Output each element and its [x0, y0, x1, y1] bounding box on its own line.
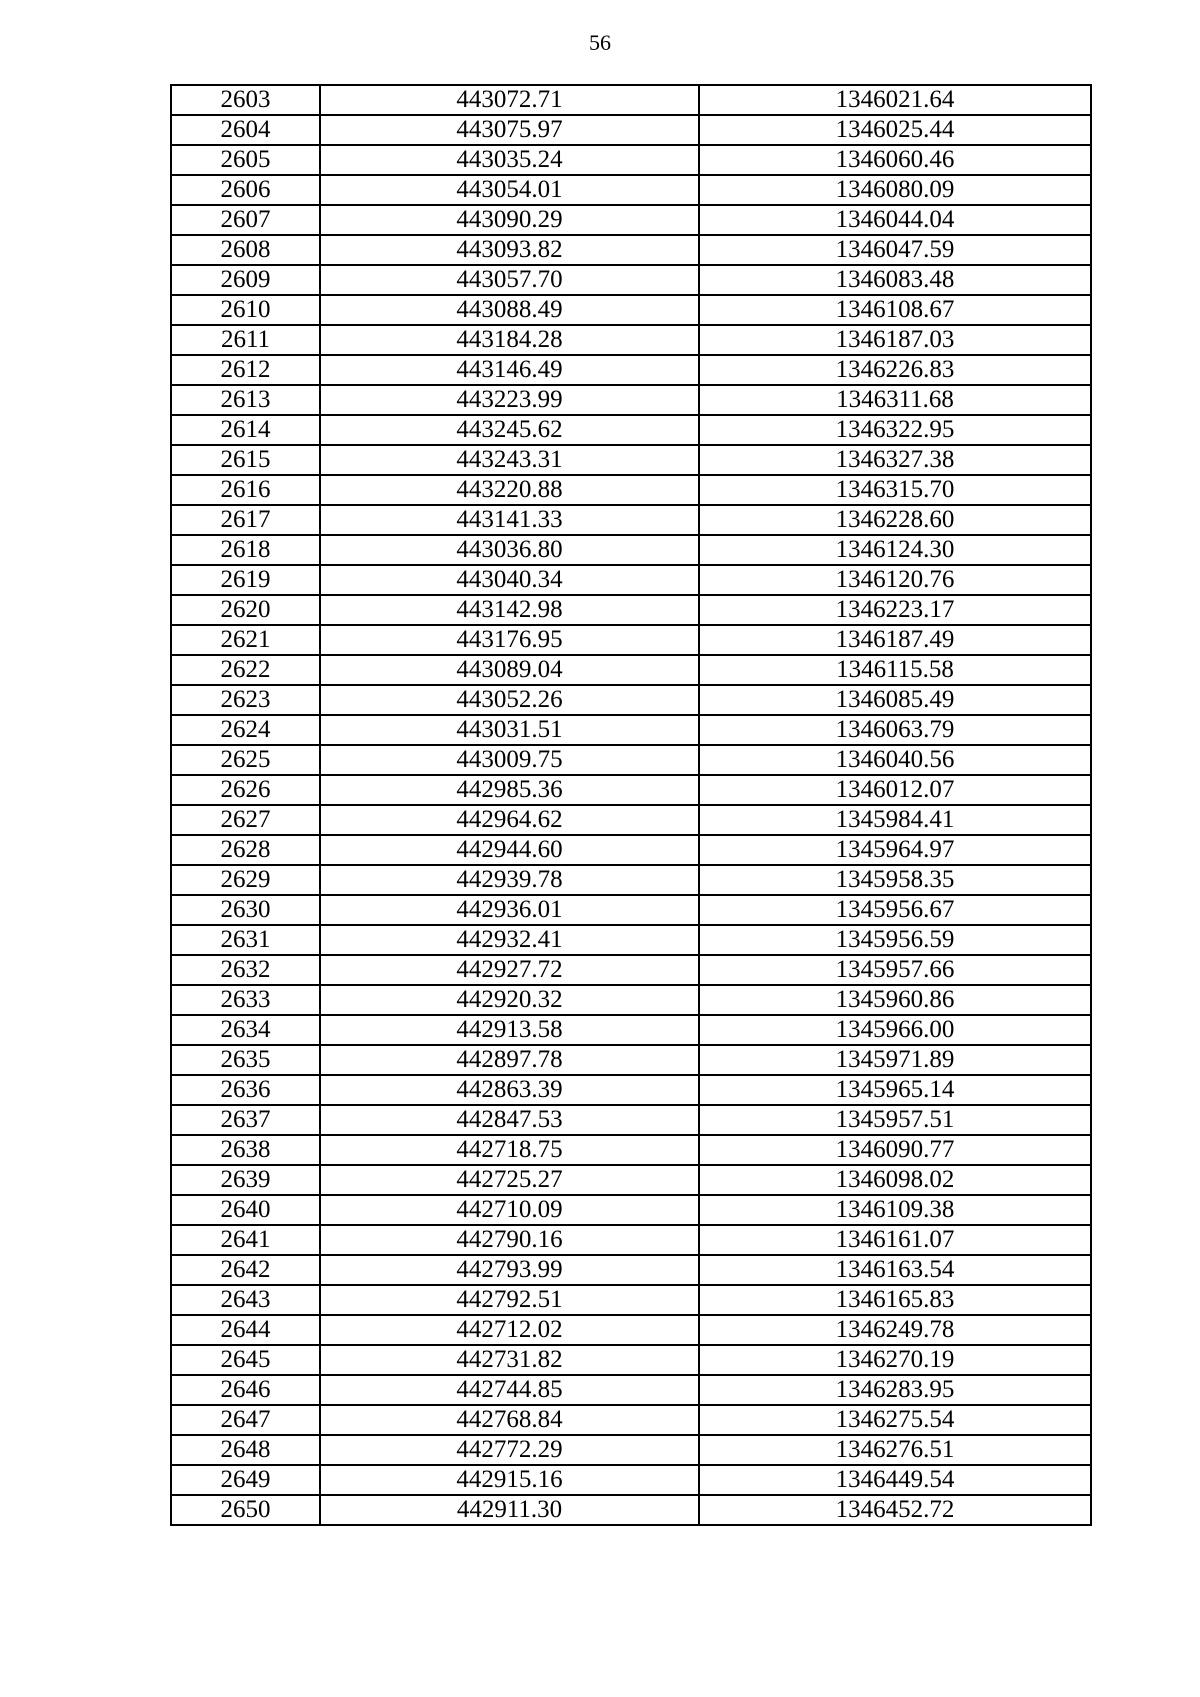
x-coordinate-cell: 443223.99: [320, 385, 699, 415]
x-coordinate-cell: 443075.97: [320, 115, 699, 145]
point-number-cell: 2645: [171, 1345, 320, 1375]
y-coordinate-cell: 1346228.60: [699, 505, 1091, 535]
table-row: [171, 85, 1091, 115]
point-number-cell: 2616: [171, 475, 320, 505]
table-row: [171, 1045, 1091, 1075]
table-row: [171, 685, 1091, 715]
x-coordinate-cell: 443093.82: [320, 235, 699, 265]
y-coordinate-cell: 1346080.09: [699, 175, 1091, 205]
y-coordinate-cell: 1346283.95: [699, 1375, 1091, 1405]
y-coordinate-cell: 1346012.07: [699, 775, 1091, 805]
x-coordinate-cell: 442847.53: [320, 1105, 699, 1135]
y-coordinate-cell: 1346085.49: [699, 685, 1091, 715]
x-coordinate-cell: 443054.01: [320, 175, 699, 205]
table-row: [171, 535, 1091, 565]
y-coordinate-cell: 1346025.44: [699, 115, 1091, 145]
x-coordinate-cell: 443142.98: [320, 595, 699, 625]
y-coordinate-cell: 1346040.56: [699, 745, 1091, 775]
x-coordinate-cell: 442768.84: [320, 1405, 699, 1435]
y-coordinate-cell: 1346452.72: [699, 1495, 1091, 1525]
y-coordinate-cell: 1346044.04: [699, 205, 1091, 235]
table-row: [171, 1465, 1091, 1495]
x-coordinate-cell: 443146.49: [320, 355, 699, 385]
point-number-cell: 2608: [171, 235, 320, 265]
table-row: [171, 1195, 1091, 1225]
point-number-cell: 2650: [171, 1495, 320, 1525]
point-number-cell: 2640: [171, 1195, 320, 1225]
point-number-cell: 2618: [171, 535, 320, 565]
y-coordinate-cell: 1345957.66: [699, 955, 1091, 985]
y-coordinate-cell: 1346165.83: [699, 1285, 1091, 1315]
point-number-cell: 2631: [171, 925, 320, 955]
y-coordinate-cell: 1346187.03: [699, 325, 1091, 355]
x-coordinate-cell: 442710.09: [320, 1195, 699, 1225]
table-row: [171, 985, 1091, 1015]
point-number-cell: 2624: [171, 715, 320, 745]
point-number-cell: 2625: [171, 745, 320, 775]
point-number-cell: 2644: [171, 1315, 320, 1345]
table-row: [171, 355, 1091, 385]
y-coordinate-cell: 1345958.35: [699, 865, 1091, 895]
x-coordinate-cell: 443089.04: [320, 655, 699, 685]
y-coordinate-cell: 1346120.76: [699, 565, 1091, 595]
table-row: [171, 325, 1091, 355]
table-row: [171, 745, 1091, 775]
point-number-cell: 2632: [171, 955, 320, 985]
point-number-cell: 2647: [171, 1405, 320, 1435]
x-coordinate-cell: 443031.51: [320, 715, 699, 745]
point-number-cell: 2622: [171, 655, 320, 685]
point-number-cell: 2649: [171, 1465, 320, 1495]
y-coordinate-cell: 1346322.95: [699, 415, 1091, 445]
y-coordinate-cell: 1345964.97: [699, 835, 1091, 865]
y-coordinate-cell: 1346098.02: [699, 1165, 1091, 1195]
table-row: [171, 1435, 1091, 1465]
y-coordinate-cell: 1346109.38: [699, 1195, 1091, 1225]
x-coordinate-cell: 442964.62: [320, 805, 699, 835]
y-coordinate-cell: 1346021.64: [699, 85, 1091, 115]
table-row: [171, 1075, 1091, 1105]
point-number-cell: 2623: [171, 685, 320, 715]
x-coordinate-cell: 443176.95: [320, 625, 699, 655]
table-row: [171, 145, 1091, 175]
y-coordinate-cell: 1346249.78: [699, 1315, 1091, 1345]
point-number-cell: 2605: [171, 145, 320, 175]
y-coordinate-cell: 1346270.19: [699, 1345, 1091, 1375]
x-coordinate-cell: 442731.82: [320, 1345, 699, 1375]
table-row: [171, 1135, 1091, 1165]
x-coordinate-cell: 443072.71: [320, 85, 699, 115]
point-number-cell: 2627: [171, 805, 320, 835]
y-coordinate-cell: 1346449.54: [699, 1465, 1091, 1495]
x-coordinate-cell: 443090.29: [320, 205, 699, 235]
y-coordinate-cell: 1345956.67: [699, 895, 1091, 925]
x-coordinate-cell: 443245.62: [320, 415, 699, 445]
point-number-cell: 2604: [171, 115, 320, 145]
y-coordinate-cell: 1346275.54: [699, 1405, 1091, 1435]
table-row: [171, 1315, 1091, 1345]
point-number-cell: 2606: [171, 175, 320, 205]
table-row: [171, 595, 1091, 625]
x-coordinate-cell: 442920.32: [320, 985, 699, 1015]
point-number-cell: 2636: [171, 1075, 320, 1105]
table-row: [171, 295, 1091, 325]
x-coordinate-cell: 442712.02: [320, 1315, 699, 1345]
x-coordinate-cell: 443035.24: [320, 145, 699, 175]
x-coordinate-cell: 442911.30: [320, 1495, 699, 1525]
table-row: [171, 1285, 1091, 1315]
x-coordinate-cell: 442718.75: [320, 1135, 699, 1165]
x-coordinate-cell: 443009.75: [320, 745, 699, 775]
y-coordinate-cell: 1346108.67: [699, 295, 1091, 325]
point-number-cell: 2648: [171, 1435, 320, 1465]
table-row: [171, 925, 1091, 955]
x-coordinate-cell: 442897.78: [320, 1045, 699, 1075]
table-row: [171, 445, 1091, 475]
point-number-cell: 2628: [171, 835, 320, 865]
table-row: [171, 235, 1091, 265]
x-coordinate-cell: 443243.31: [320, 445, 699, 475]
table-row: [171, 895, 1091, 925]
y-coordinate-cell: 1346090.77: [699, 1135, 1091, 1165]
x-coordinate-cell: 443040.34: [320, 565, 699, 595]
x-coordinate-cell: 442915.16: [320, 1465, 699, 1495]
table-row: [171, 715, 1091, 745]
x-coordinate-cell: 442927.72: [320, 955, 699, 985]
y-coordinate-cell: 1346187.49: [699, 625, 1091, 655]
y-coordinate-cell: 1346223.17: [699, 595, 1091, 625]
page-number: 56: [589, 30, 611, 55]
table-row: [171, 415, 1091, 445]
coordinates-table: [170, 84, 1092, 1526]
y-coordinate-cell: 1346047.59: [699, 235, 1091, 265]
table-row: [171, 1015, 1091, 1045]
x-coordinate-cell: 442913.58: [320, 1015, 699, 1045]
y-coordinate-cell: 1345965.14: [699, 1075, 1091, 1105]
x-coordinate-cell: 442863.39: [320, 1075, 699, 1105]
point-number-cell: 2629: [171, 865, 320, 895]
table-row: [171, 205, 1091, 235]
table-row: [171, 475, 1091, 505]
point-number-cell: 2635: [171, 1045, 320, 1075]
table-row: [171, 1165, 1091, 1195]
x-coordinate-cell: 442792.51: [320, 1285, 699, 1315]
y-coordinate-cell: 1345956.59: [699, 925, 1091, 955]
point-number-cell: 2643: [171, 1285, 320, 1315]
x-coordinate-cell: 443036.80: [320, 535, 699, 565]
table-row: [171, 1225, 1091, 1255]
table-row: [171, 1105, 1091, 1135]
point-number-cell: 2642: [171, 1255, 320, 1285]
point-number-cell: 2610: [171, 295, 320, 325]
x-coordinate-cell: 443184.28: [320, 325, 699, 355]
y-coordinate-cell: 1346226.83: [699, 355, 1091, 385]
y-coordinate-cell: 1346315.70: [699, 475, 1091, 505]
y-coordinate-cell: 1345957.51: [699, 1105, 1091, 1135]
table-row: [171, 1375, 1091, 1405]
point-number-cell: 2611: [171, 325, 320, 355]
table-row: [171, 1495, 1091, 1525]
y-coordinate-cell: 1346060.46: [699, 145, 1091, 175]
y-coordinate-cell: 1346063.79: [699, 715, 1091, 745]
point-number-cell: 2619: [171, 565, 320, 595]
point-number-cell: 2637: [171, 1105, 320, 1135]
point-number-cell: 2641: [171, 1225, 320, 1255]
table-row: [171, 1255, 1091, 1285]
point-number-cell: 2607: [171, 205, 320, 235]
y-coordinate-cell: 1346124.30: [699, 535, 1091, 565]
x-coordinate-cell: 443141.33: [320, 505, 699, 535]
table-row: [171, 1405, 1091, 1435]
table-row: [171, 865, 1091, 895]
table-row: [171, 775, 1091, 805]
x-coordinate-cell: 442772.29: [320, 1435, 699, 1465]
point-number-cell: 2609: [171, 265, 320, 295]
table-row: [171, 505, 1091, 535]
table-row: [171, 565, 1091, 595]
y-coordinate-cell: 1345984.41: [699, 805, 1091, 835]
table-row: [171, 115, 1091, 145]
point-number-cell: 2617: [171, 505, 320, 535]
point-number-cell: 2633: [171, 985, 320, 1015]
point-number-cell: 2638: [171, 1135, 320, 1165]
y-coordinate-cell: 1346276.51: [699, 1435, 1091, 1465]
y-coordinate-cell: 1346311.68: [699, 385, 1091, 415]
table-row: [171, 385, 1091, 415]
y-coordinate-cell: 1345966.00: [699, 1015, 1091, 1045]
point-number-cell: 2630: [171, 895, 320, 925]
x-coordinate-cell: 442985.36: [320, 775, 699, 805]
y-coordinate-cell: 1346327.38: [699, 445, 1091, 475]
table-row: [171, 655, 1091, 685]
table-row: [171, 265, 1091, 295]
coordinates-table-body: [171, 85, 1091, 1525]
y-coordinate-cell: 1346115.58: [699, 655, 1091, 685]
y-coordinate-cell: 1346163.54: [699, 1255, 1091, 1285]
x-coordinate-cell: 442944.60: [320, 835, 699, 865]
x-coordinate-cell: 443220.88: [320, 475, 699, 505]
y-coordinate-cell: 1345971.89: [699, 1045, 1091, 1075]
x-coordinate-cell: 442936.01: [320, 895, 699, 925]
point-number-cell: 2634: [171, 1015, 320, 1045]
point-number-cell: 2613: [171, 385, 320, 415]
point-number-cell: 2615: [171, 445, 320, 475]
table-row: [171, 175, 1091, 205]
point-number-cell: 2621: [171, 625, 320, 655]
x-coordinate-cell: 442790.16: [320, 1225, 699, 1255]
table-row: [171, 835, 1091, 865]
x-coordinate-cell: 442744.85: [320, 1375, 699, 1405]
y-coordinate-cell: 1346161.07: [699, 1225, 1091, 1255]
x-coordinate-cell: 442932.41: [320, 925, 699, 955]
point-number-cell: 2646: [171, 1375, 320, 1405]
x-coordinate-cell: 443057.70: [320, 265, 699, 295]
table-row: [171, 1345, 1091, 1375]
point-number-cell: 2639: [171, 1165, 320, 1195]
table-row: [171, 955, 1091, 985]
x-coordinate-cell: 442939.78: [320, 865, 699, 895]
point-number-cell: 2612: [171, 355, 320, 385]
x-coordinate-cell: 443052.26: [320, 685, 699, 715]
x-coordinate-cell: 442793.99: [320, 1255, 699, 1285]
point-number-cell: 2614: [171, 415, 320, 445]
y-coordinate-cell: 1345960.86: [699, 985, 1091, 1015]
x-coordinate-cell: 442725.27: [320, 1165, 699, 1195]
point-number-cell: 2603: [171, 85, 320, 115]
y-coordinate-cell: 1346083.48: [699, 265, 1091, 295]
table-row: [171, 625, 1091, 655]
x-coordinate-cell: 443088.49: [320, 295, 699, 325]
point-number-cell: 2620: [171, 595, 320, 625]
table-row: [171, 805, 1091, 835]
point-number-cell: 2626: [171, 775, 320, 805]
